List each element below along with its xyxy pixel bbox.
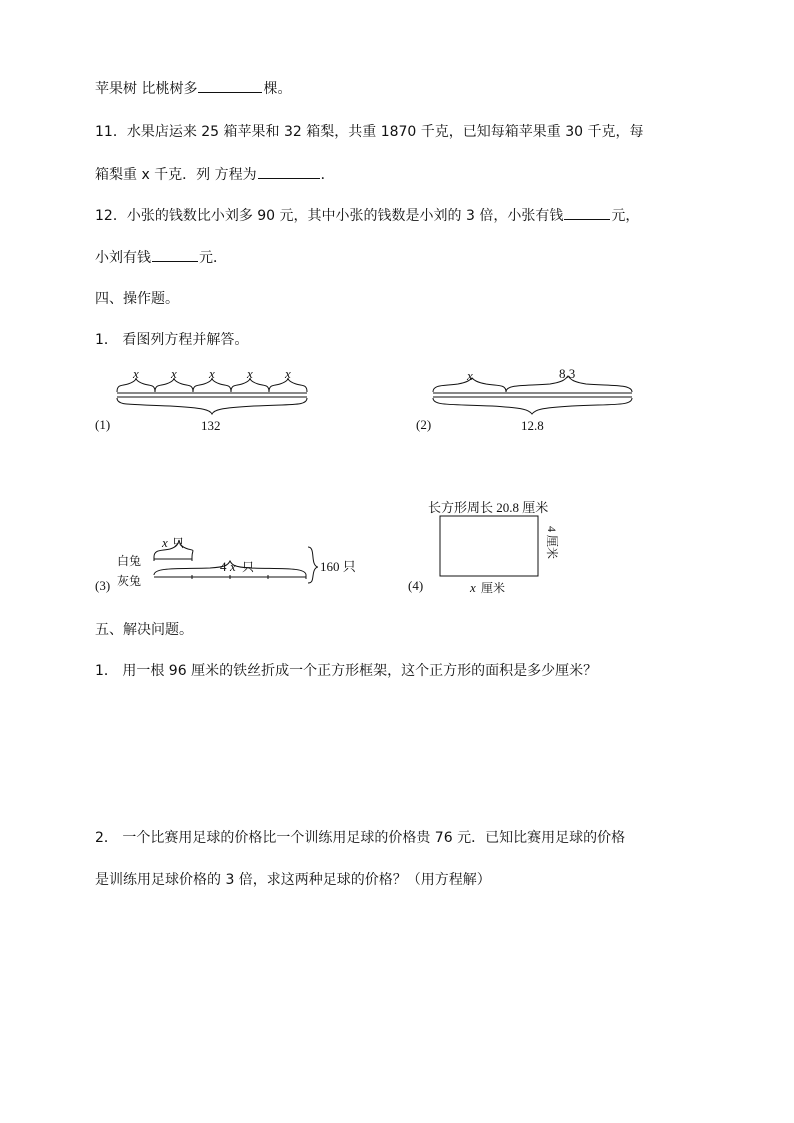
- q11-answer-blank[interactable]: [258, 164, 320, 179]
- fig2-var: x: [467, 368, 473, 383]
- fig1-total: 132: [201, 418, 221, 433]
- section5-q2-line2: 是训练用足球价格的 3 倍，求这两种足球的价格？（用方程解）: [95, 872, 491, 888]
- section5-q1: 1． 用一根 96 厘米的铁丝折成一个正方形框架，这个正方形的面积是多少厘米？: [95, 663, 598, 679]
- q12-line2: [95, 247, 227, 268]
- fig1-label: (1): [95, 417, 111, 432]
- fig1-var-1: x: [133, 366, 139, 381]
- fig3-gray-name: 灰兔: [117, 574, 142, 588]
- q12-text-2-end: 元．: [199, 250, 227, 266]
- q12-text-end: 元，: [611, 208, 640, 224]
- q12-line1: [95, 205, 639, 226]
- fig2-known: 8.3: [559, 366, 576, 381]
- fig3-label: (3): [95, 578, 111, 593]
- fig1-var-5: x: [285, 366, 291, 381]
- fig4-width-var: x: [470, 580, 476, 595]
- section5-q2-line1: 2． 一个比赛用足球的价格比一个训练用足球的价格贵 76 元．已知比赛用足球的价格: [95, 830, 626, 846]
- fig3-gray-unit: 只: [242, 560, 255, 574]
- intro-text: 苹果树 比桃树多: [95, 81, 198, 97]
- section4-q1: 1． 看图列方程并解答。: [95, 332, 249, 348]
- fig3-total: 160 只: [320, 559, 356, 574]
- q11-line1: 11．水果店运来 25 箱苹果和 32 箱梨，共重 1870 千克，已知每箱苹果重 30 千克，每: [95, 124, 644, 140]
- q11-text: 箱梨重 x 千克．列 方程为: [95, 167, 257, 183]
- fig4-side-label: 4 厘米: [545, 526, 559, 560]
- fig1-var-2: x: [171, 366, 177, 381]
- fig3-white-unit: 只: [172, 536, 185, 550]
- fig1-var-4: x: [247, 366, 253, 381]
- fig2-label: (2): [416, 417, 432, 432]
- intro-text-end: 棵。: [263, 81, 292, 97]
- q12-text: 12．小张的钱数比小刘多 90 元，其中小张的钱数是小刘的 3 倍，小张有钱: [95, 208, 564, 224]
- fig1-var-3: x: [209, 366, 215, 381]
- fig4-perimeter-title: 长方形周长 20.8 厘米: [428, 500, 549, 515]
- q11-line2: [95, 164, 335, 185]
- fig3-gray-var: x: [230, 559, 236, 574]
- figure-2-diagram: [430, 366, 640, 436]
- fig4-label: (4): [408, 578, 424, 593]
- section5-title: 五、解决问题。: [95, 622, 193, 638]
- fig3-gray-coef: 4: [220, 559, 227, 574]
- fig3-white-var: x: [162, 535, 168, 550]
- figure-3-diagram: [110, 535, 370, 595]
- figure-4-diagram: [430, 510, 590, 600]
- intro-line: [95, 78, 291, 99]
- fig3-white-name: 白兔: [117, 554, 142, 568]
- fig2-total: 12.8: [521, 418, 544, 433]
- q11-text-end: ．: [320, 167, 335, 183]
- section4-title: 四、操作题。: [95, 291, 179, 307]
- figure-1-diagram: [110, 366, 310, 436]
- q12-answer-blank-1[interactable]: [564, 205, 610, 220]
- q12-answer-blank-2[interactable]: [152, 247, 198, 262]
- fig4-width-unit: 厘米: [481, 581, 506, 595]
- q12-text-2: 小刘有钱: [95, 250, 151, 266]
- answer-blank[interactable]: [198, 78, 262, 93]
